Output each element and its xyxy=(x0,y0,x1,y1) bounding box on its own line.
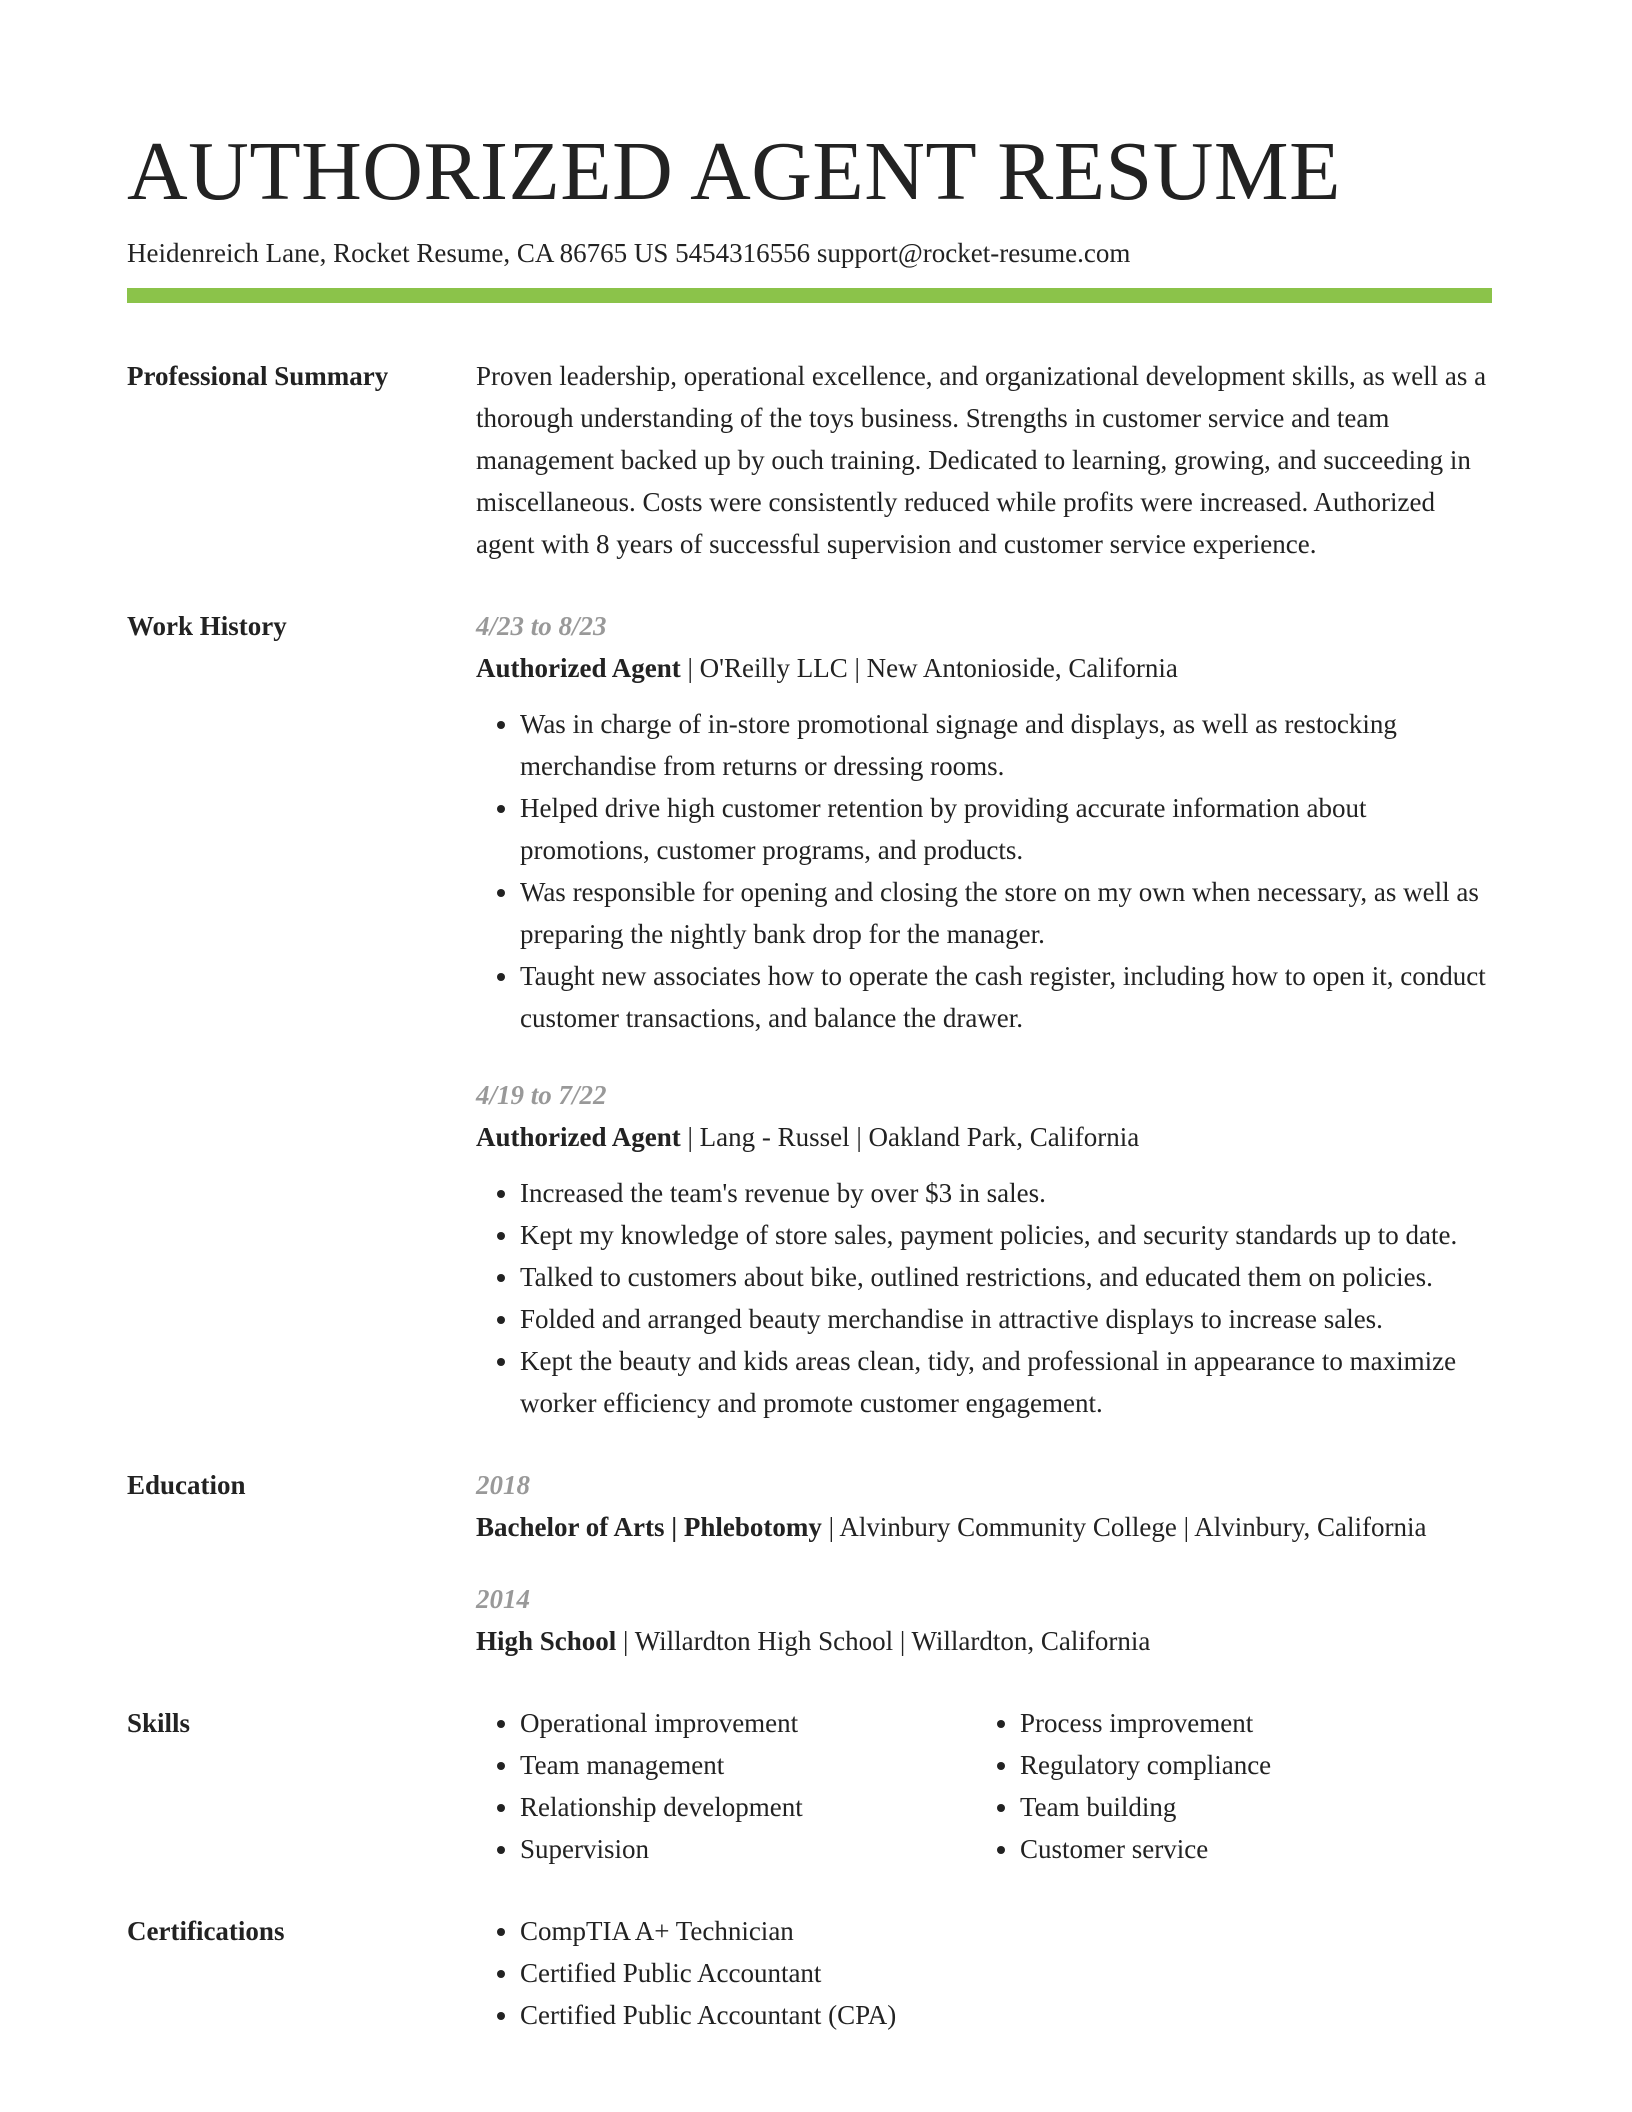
work-history-section xyxy=(127,605,1492,1424)
summary-section xyxy=(127,355,1492,565)
list-item: • Kept my knowledge of store sales, payment policies, and security standards up to date. xyxy=(520,1214,1492,1256)
list-item: • Team building xyxy=(1020,1786,1520,1828)
job-title-line xyxy=(476,647,1492,689)
job-bullets xyxy=(476,703,1492,1039)
section-title: Certifications xyxy=(127,1916,285,1947)
list-item: • Customer service xyxy=(1020,1828,1520,1870)
education-degree: High School xyxy=(476,1626,617,1657)
skills-list-left xyxy=(476,1702,976,1870)
list-item: • Supervision xyxy=(520,1828,976,1870)
certifications-list xyxy=(476,1910,1492,2036)
list-item: • Was responsible for opening and closing the store on my own when necessary, as well as preparing the nightly bank drop for the manager. xyxy=(520,871,1492,955)
list-item: • Team management xyxy=(520,1744,976,1786)
education-details: | Willardton High School | Willardton, California xyxy=(616,1626,1151,1657)
education-entry xyxy=(476,1464,1492,1548)
job-date: 4/19 to 7/22 xyxy=(476,1080,607,1111)
education-line xyxy=(476,1620,1492,1662)
education-section xyxy=(127,1464,1492,1662)
education-date: 2018 xyxy=(476,1470,530,1501)
job-entry xyxy=(476,1074,1492,1424)
section-title: Professional Summary xyxy=(127,361,389,392)
list-item: • Operational improvement xyxy=(520,1702,976,1744)
list-item: • Process improvement xyxy=(1020,1702,1520,1744)
job-details: | O'Reilly LLC | New Antonioside, California xyxy=(680,653,1178,684)
summary-text: Proven leadership, operational excellence, and organizational development skills, as well as a thorough understanding of the toys business. Strengths in customer service and team management backed up by ouch training. Dedicated to learning, growing, and succeeding in miscellaneous. Costs were consistently reduced while profits were increased. Authorized agent with 8 years of successful supervision and customer service experience. xyxy=(476,361,1487,560)
education-line xyxy=(476,1506,1492,1548)
section-title: Education xyxy=(127,1470,246,1501)
certifications-section xyxy=(127,1910,1492,2036)
list-item: • Folded and arranged beauty merchandise in attractive displays to increase sales. xyxy=(520,1298,1492,1340)
list-item: • Certified Public Accountant (CPA) xyxy=(520,1994,1492,2036)
page-title: AUTHORIZED AGENT RESUME xyxy=(127,125,1341,218)
education-date: 2014 xyxy=(476,1584,530,1615)
resume-page xyxy=(127,118,1492,2036)
job-role: Authorized Agent xyxy=(476,653,681,684)
job-role: Authorized Agent xyxy=(476,1122,681,1153)
education-degree: Bachelor of Arts | Phlebotomy xyxy=(476,1512,822,1543)
skills-list-right xyxy=(976,1702,1520,1870)
education-entry xyxy=(476,1578,1492,1662)
list-item: • Taught new associates how to operate the cash register, including how to open it, conduct customer transactions, and balance the drawer. xyxy=(520,955,1492,1039)
list-item: • Regulatory compliance xyxy=(1020,1744,1520,1786)
list-item: • Certified Public Accountant xyxy=(520,1952,1492,1994)
list-item: • Talked to customers about bike, outlined restrictions, and educated them on policies. xyxy=(520,1256,1492,1298)
header-divider xyxy=(127,288,1492,303)
list-item: • Kept the beauty and kids areas clean, tidy, and professional in appearance to maximize worker efficiency and promote customer engagement. xyxy=(520,1340,1492,1424)
contact-info: Heidenreich Lane, Rocket Resume, CA 86765 US 5454316556 support@rocket-resume.com xyxy=(127,238,1131,268)
education-details: | Alvinbury Community College | Alvinbury, California xyxy=(821,1512,1427,1543)
job-details: | Lang - Russel | Oakland Park, California xyxy=(680,1122,1140,1153)
list-item: • Relationship development xyxy=(520,1786,976,1828)
list-item: • Increased the team's revenue by over $3 in sales. xyxy=(520,1172,1492,1214)
list-item: • Helped drive high customer retention by providing accurate information about promotions, customer programs, and products. xyxy=(520,787,1492,871)
section-title: Skills xyxy=(127,1708,191,1739)
section-title: Work History xyxy=(127,611,287,642)
list-item: • CompTIA A+ Technician xyxy=(520,1910,1492,1952)
job-bullets xyxy=(476,1172,1492,1424)
job-title-line xyxy=(476,1116,1492,1158)
list-item: • Was in charge of in-store promotional signage and displays, as well as restocking merchandise from returns or dressing rooms. xyxy=(520,703,1492,787)
skills-columns xyxy=(476,1702,1520,1870)
job-date: 4/23 to 8/23 xyxy=(476,611,607,642)
job-entry xyxy=(476,605,1492,1039)
skills-section xyxy=(127,1702,1492,1870)
